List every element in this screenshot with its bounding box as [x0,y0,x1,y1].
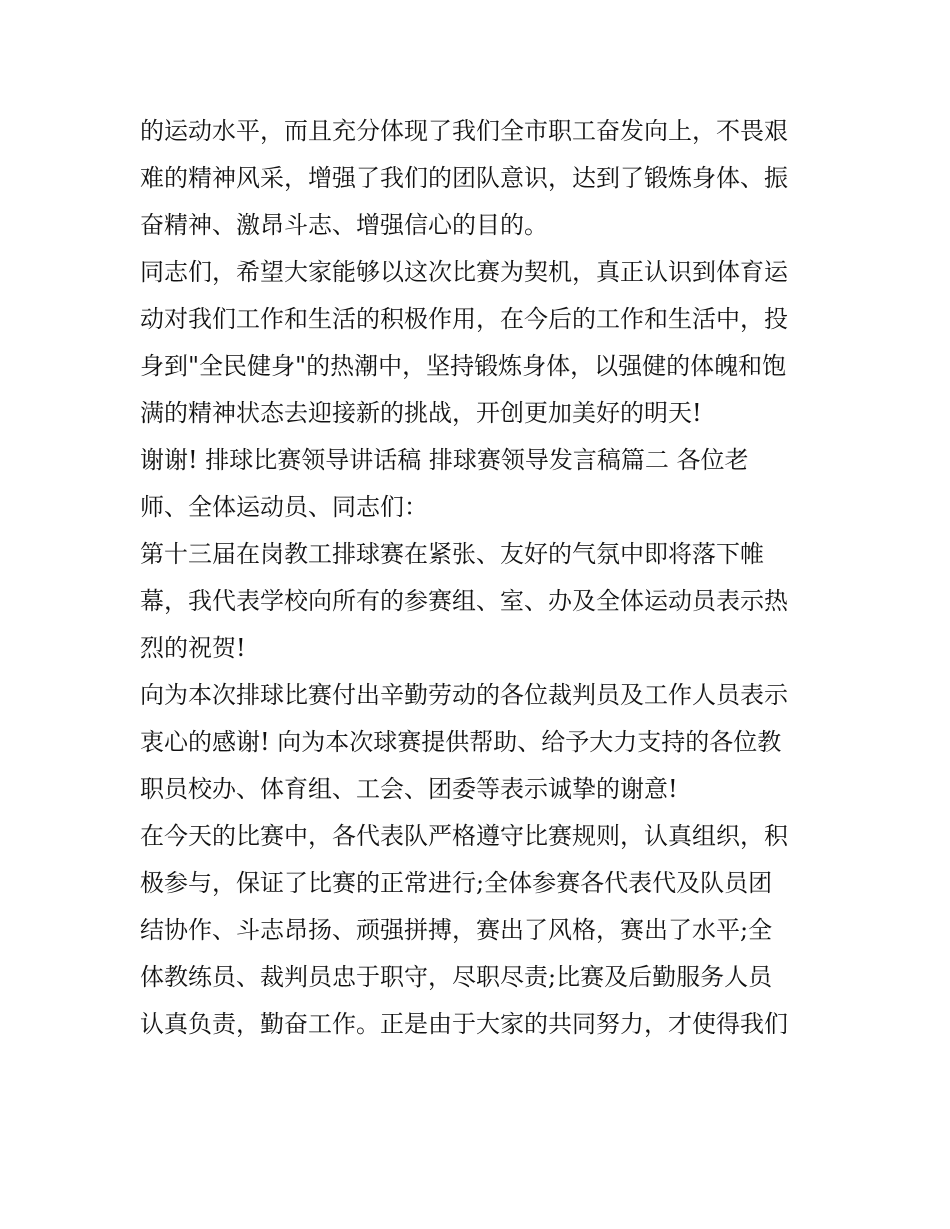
text-line: 衷心的感谢! 向为本次球赛提供帮助、给予大力支持的各位教 [140,728,782,756]
text-line: 同志们，希望大家能够以这次比赛为契机，真正认识到体育运 [140,258,788,286]
text-line: 幕，我代表学校向所有的参赛组、室、办及全体运动员表示热 [140,587,788,615]
text-line: 难的精神风采，增强了我们的团队意识，达到了锻炼身体、振 [140,164,788,192]
text-line: 在今天的比赛中，各代表队严格遵守比赛规则，认真组织，积 [140,822,788,850]
text-line: 烈的祝贺! [140,634,246,662]
text-line: 谢谢! 排球比赛领导讲话稿 排球赛领导发言稿篇二 各位老 [140,446,749,474]
text-line: 体教练员、裁判员忠于职守，尽职尽责;比赛及后勤服务人员 [140,963,773,991]
text-line: 认真负责，勤奋工作。正是由于大家的共同努力，才使得我们 [140,1010,788,1038]
text-line: 满的精神状态去迎接新的挑战，开创更加美好的明天! [140,399,702,427]
text-line: 第十三届在岗教工排球赛在紧张、友好的气氛中即将落下帷 [140,540,764,568]
text-line: 的运动水平，而且充分体现了我们全市职工奋发向上，不畏艰 [140,117,788,145]
text-line: 奋精神、激昂斗志、增强信心的目的。 [140,211,548,239]
text-line: 职员校办、体育组、工会、团委等表示诚挚的谢意! [140,775,678,803]
document-body [140,108,820,1048]
text-line: 向为本次排球比赛付出辛勤劳动的各位裁判员及工作人员表示 [140,681,788,709]
text-line: 身到"全民健身"的热潮中，坚持锻炼身体，以强健的体魄和饱 [140,352,787,380]
text-line: 极参与，保证了比赛的正常进行;全体参赛各代表代及队员团 [140,869,773,897]
text-line: 结协作、斗志昂扬、顽强拼搏，赛出了风格，赛出了水平;全 [140,916,773,944]
text-line: 动对我们工作和生活的积极作用，在今后的工作和生活中，投 [140,305,788,333]
text-line: 师、全体运动员、同志们： [140,493,428,521]
